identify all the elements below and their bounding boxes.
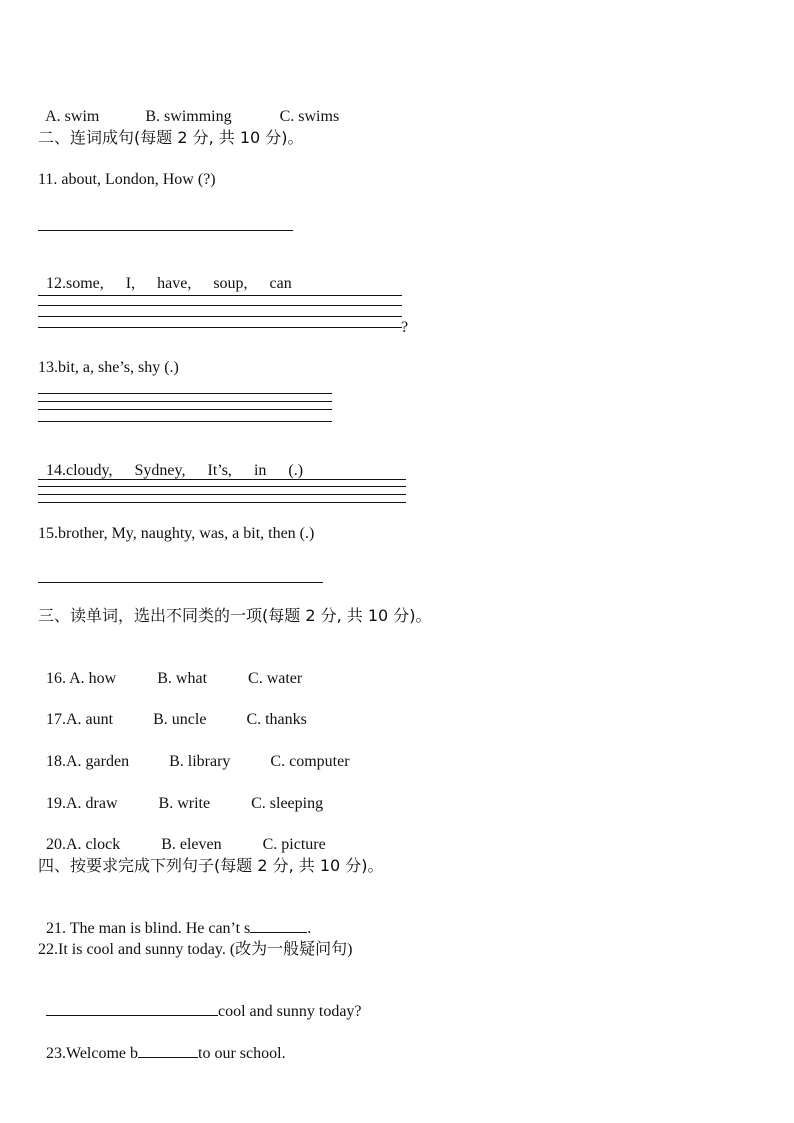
q12-word-2: I, [125,275,136,292]
answer-line [38,393,332,394]
q21-period: . [307,920,312,937]
q10-option-a: A. swim [45,108,100,125]
answer-line [38,421,332,422]
q12-word-5: can [269,275,292,292]
q22-blank [46,1001,218,1016]
q18-option-c: C. computer [270,753,350,770]
answer-line [38,295,402,296]
q14-words [38,441,303,481]
q17-option-a: 17.A. aunt [46,711,114,728]
q20-option-b: B. eleven [161,836,222,853]
q23-text-end: to our school. [198,1045,286,1062]
answer-line [38,502,406,503]
q19-row [38,774,323,814]
answer-line [38,305,402,306]
answer-line [38,327,402,328]
q19-option-a: 19.A. draw [46,795,118,812]
q22-text: 22.It is cool and sunny today. (改为一般疑问句) [38,941,353,958]
q21-blank [250,918,307,933]
q10-option-b: B. swimming [145,108,232,125]
q22-answer-text: cool and sunny today? [218,1003,362,1020]
q15-answer-line [38,582,323,583]
q12-word-1: 12.some, [46,275,104,292]
section3-title: 三、读单词，选出不同类的一项(每题 2 分, 共 10 分)。 [38,606,432,625]
q22-answer-row [38,981,362,1022]
q23-text: 23.Welcome b [46,1045,139,1062]
q18-option-b: B. library [169,753,231,770]
q21-text: 21. The man is blind. He can’t s [46,920,251,937]
q20-option-c: C. picture [262,836,326,853]
q18-row [38,732,350,772]
q10-options [38,87,339,127]
section4-title: 四、按要求完成下列句子(每题 2 分, 共 10 分)。 [38,856,384,875]
q11-text: 11. about, London, How (?) [38,171,216,188]
q14-word-1: 14.cloudy, [46,462,113,479]
q20-option-a: 20.A. clock [46,836,121,853]
q12-word-4: soup, [213,275,248,292]
q17-option-b: B. uncle [153,711,207,728]
q10-option-c: C. swims [279,108,340,125]
q14-word-2: Sydney, [134,462,186,479]
q23-row [38,1023,286,1064]
q16-option-c: C. water [248,670,303,687]
q19-option-c: C. sleeping [251,795,324,812]
q14-word-5: (.) [288,462,304,479]
q16-option-a: 16. A. how [46,670,117,687]
q11-answer-line [38,230,293,231]
q17-option-c: C. thanks [246,711,307,728]
answer-line [38,316,402,317]
q12-word-3: have, [157,275,192,292]
section2-title: 二、连词成句(每题 2 分, 共 10 分)。 [38,128,304,147]
q16-option-b: B. what [157,670,208,687]
q21-row [38,898,311,939]
q23-blank [138,1043,198,1058]
answer-line [38,401,332,402]
q14-word-4: in [253,462,267,479]
answer-line [38,479,406,480]
q14-word-3: It’s, [207,462,232,479]
q17-row [38,690,307,730]
q13-text: 13.bit, a, she’s, shy (.) [38,359,179,376]
q20-row [38,815,326,855]
answer-line [38,486,406,487]
answer-line [38,494,406,495]
answer-line [38,409,332,410]
q12-words [38,254,292,294]
q15-text: 15.brother, My, naughty, was, a bit, then (.) [38,525,315,542]
q16-row [38,649,302,689]
q19-option-b: B. write [158,795,211,812]
q18-option-a: 18.A. garden [46,753,130,770]
q12-question-mark: ? [401,319,409,336]
